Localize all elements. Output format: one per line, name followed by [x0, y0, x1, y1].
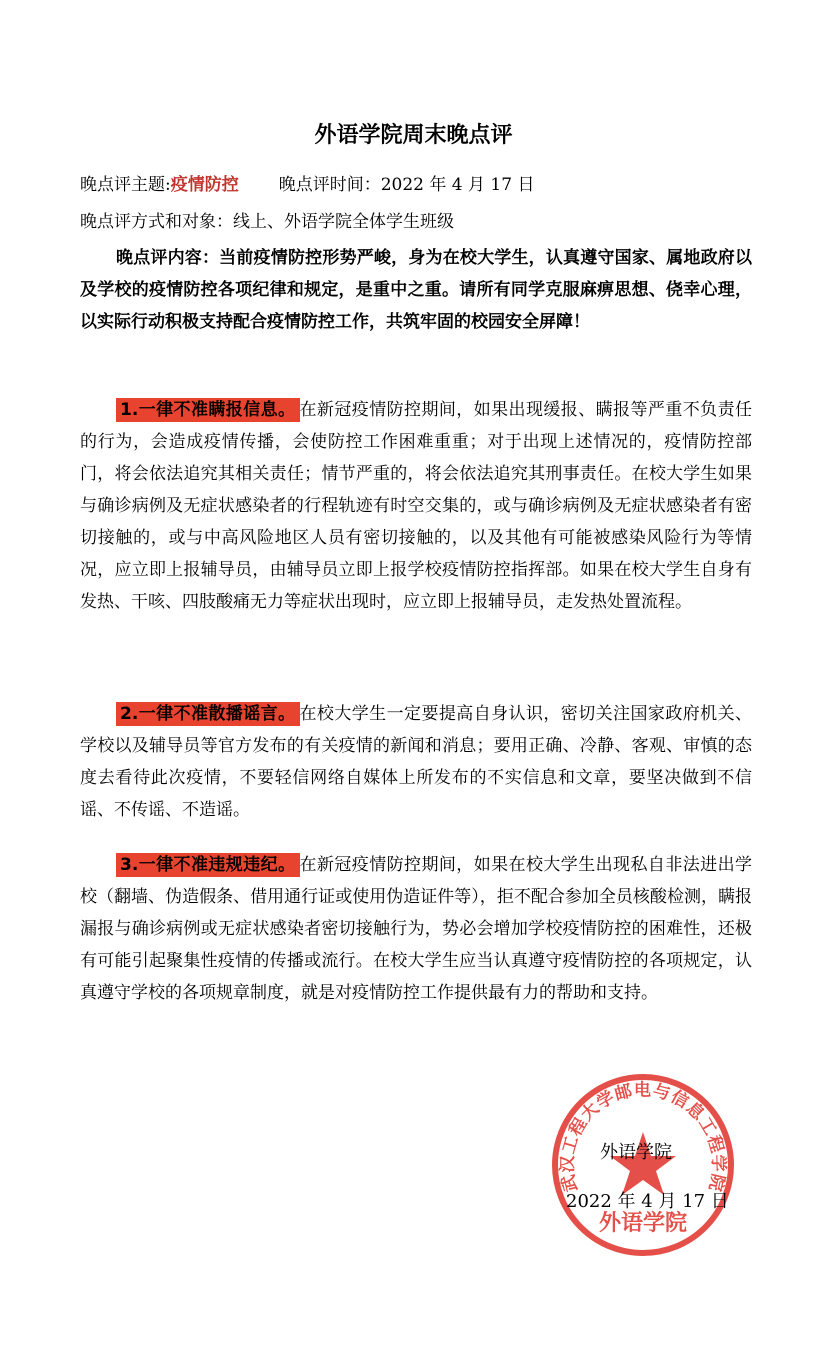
document-title: 外语学院周末晚点评 [314, 123, 513, 148]
content-paragraph: 晚点评内容：当前疫情防控形势严峻，身为在校大学生，认真遵守国家、属地政府以及学校的疫情防控各项纪律和规定，是重中之重。请所有同学克服麻痹思想、侥幸心理，以实际行动积极支持配合疫情防控工作，共筑牢固的校园安全屏障！ [80, 248, 752, 332]
rule-heading-2: 2.一律不准散播谣言。 [116, 702, 300, 726]
rule-paragraph-2 [80, 698, 752, 826]
rule-text-1: 在新冠疫情防控期间，如果出现缓报、瞒报等严重不负责任的行为，会造成疫情传播，会使防控工作困难重重；对于出现上述情况的，疫情防控部门，将会依法追究其相关责任；情节严重的，将会依法追究其刑事责任。在校大学生如果与确诊病例及无症状感染者的行程轨迹有时空交集的，或与确诊病例及无症状感染者有密切接触的，或与中高风险地区人员有密切接触的，以及其他有可能被感染风险行为等情况，应立即上报辅导员，由辅导员立即上报学校疫情防控指挥部。如果在校大学生自身有发热、干咳、四肢酸痛无力等症状出现时，应立即上报辅导员，走发热处置流程。 [80, 400, 753, 612]
meta-line-method: 晚点评方式和对象：线上、外语学院全体学生班级 [80, 212, 454, 232]
rule-paragraph-1 [80, 394, 752, 618]
signature-date: 2022 年 4 月 17 日 [566, 1191, 729, 1212]
signature-org: 外语学院 [600, 1142, 672, 1163]
svg-text:武汉工程大学邮电与信息工程学院: 武汉工程大学邮电与信息工程学院 [557, 1080, 729, 1194]
time-value: 2022 年 4 月 17 日 [380, 175, 535, 195]
official-seal-stamp [548, 1070, 738, 1260]
theme-value: 疫情防控 [170, 175, 239, 195]
rule-text-2: 在校大学生一定要提高自身认识，密切关注国家政府机关、学校以及辅导员等官方发布的有关疫情的新闻和消息；要用正确、冷静、客观、审慎的态度去看待此次疫情，不要轻信网络自媒体上所发布的不实信息和文章，要坚决做到不信谣、不传谣、不造谣。 [80, 704, 753, 820]
rule-heading-1: 1.一律不准瞒报信息。 [116, 398, 300, 422]
svg-text:外语学院: 外语学院 [598, 1211, 688, 1236]
rule-paragraph-3 [80, 849, 752, 1009]
time-label: 晚点评时间： [278, 175, 381, 195]
rule-text-3: 在新冠疫情防控期间，如果在校大学生出现私自非法进出学校（翻墙、伪造假条、借用通行证或使用伪造证件等），拒不配合参加全员核酸检测，瞒报漏报与确诊病例或无症状感染者密切接触行为，势必会增加学校疫情防控的困难性，还极有可能引起聚集性疫情的传播或流行。在校大学生应当认真遵守疫情防控的各项规定，认真遵守学校的各项规章制度，就是对疫情防控工作提供最有力的帮助和支持。 [80, 855, 753, 1003]
rule-heading-3: 3.一律不准违规违纪。 [116, 853, 300, 877]
theme-label: 晚点评主题: [80, 175, 171, 195]
meta-line-theme-time [80, 170, 534, 195]
